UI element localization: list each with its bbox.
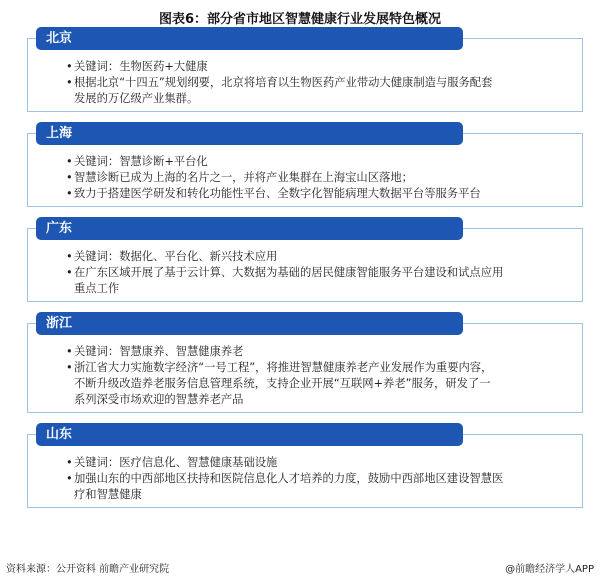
region-card-shandong (27, 427, 583, 508)
bullet-item: • 致力于搭建医学研发和转化功能性平台、全数字化智能病理大数据平台等服务平台 (66, 186, 572, 202)
bullet-list (66, 249, 572, 297)
brand-credit: @前瞻经济学人APP (505, 564, 594, 575)
region-header: 广东 (36, 217, 463, 240)
bullet-item: • 在广东区域开展了基于云计算、大数据为基础的居民健康智能服务平台建设和试点应用 重点工作 (66, 265, 572, 297)
figure-title: 图表6：部分省市地区智慧健康行业发展特色概况 (158, 12, 442, 27)
footer (6, 560, 594, 575)
regions-container (0, 31, 600, 529)
region-card-beijing (27, 31, 583, 112)
region-header: 山东 (36, 423, 463, 446)
bullet-item: • 关键词：生物医药+大健康 (66, 59, 572, 75)
bullet-item: • 关键词：数据化、平台化、新兴技术应用 (66, 249, 572, 265)
bullet-list (66, 455, 572, 503)
bullet-list (66, 154, 572, 202)
bullet-item: • 关键词：智慧诊断+平台化 (66, 154, 572, 170)
region-card-guangdong (27, 221, 583, 302)
region-header: 上海 (36, 122, 463, 145)
region-card-shanghai (27, 126, 583, 207)
source-note: 资料来源：公开资料 前瞻产业研究院 (6, 564, 170, 575)
bullet-item: • 关键词：医疗信息化、智慧健康基础设施 (66, 455, 572, 471)
bullet-item: • 加强山东的中西部地区扶持和医院信息化人才培养的力度，鼓励中西部地区建设智慧医 疗和智慧健康 (66, 471, 572, 503)
bullet-list (66, 59, 572, 107)
bullet-item: • 关键词：智慧康养、智慧健康养老 (66, 344, 572, 360)
bullet-item: • 浙江省大力实施数字经济“一号工程”，将推进智慧健康养老产业发展作为重要内容， 不断升级改造养老服务信息管理系统，支持企业开展“互联网+养老”服务，研发了一 系列深受市场欢迎的智慧养老产品 (66, 360, 572, 408)
region-header: 北京 (36, 27, 463, 50)
bullet-item: • 根据北京“十四五”规划纲要，北京将培育以生物医药产业带动大健康制造与服务配套 发展的万亿级产业集群。 (66, 75, 572, 107)
bullet-item: • 智慧诊断已成为上海的名片之一，并将产业集群在上海宝山区落地； (66, 170, 572, 186)
region-header: 浙江 (36, 312, 463, 335)
bullet-list (66, 344, 572, 408)
region-card-zhejiang (27, 316, 583, 413)
